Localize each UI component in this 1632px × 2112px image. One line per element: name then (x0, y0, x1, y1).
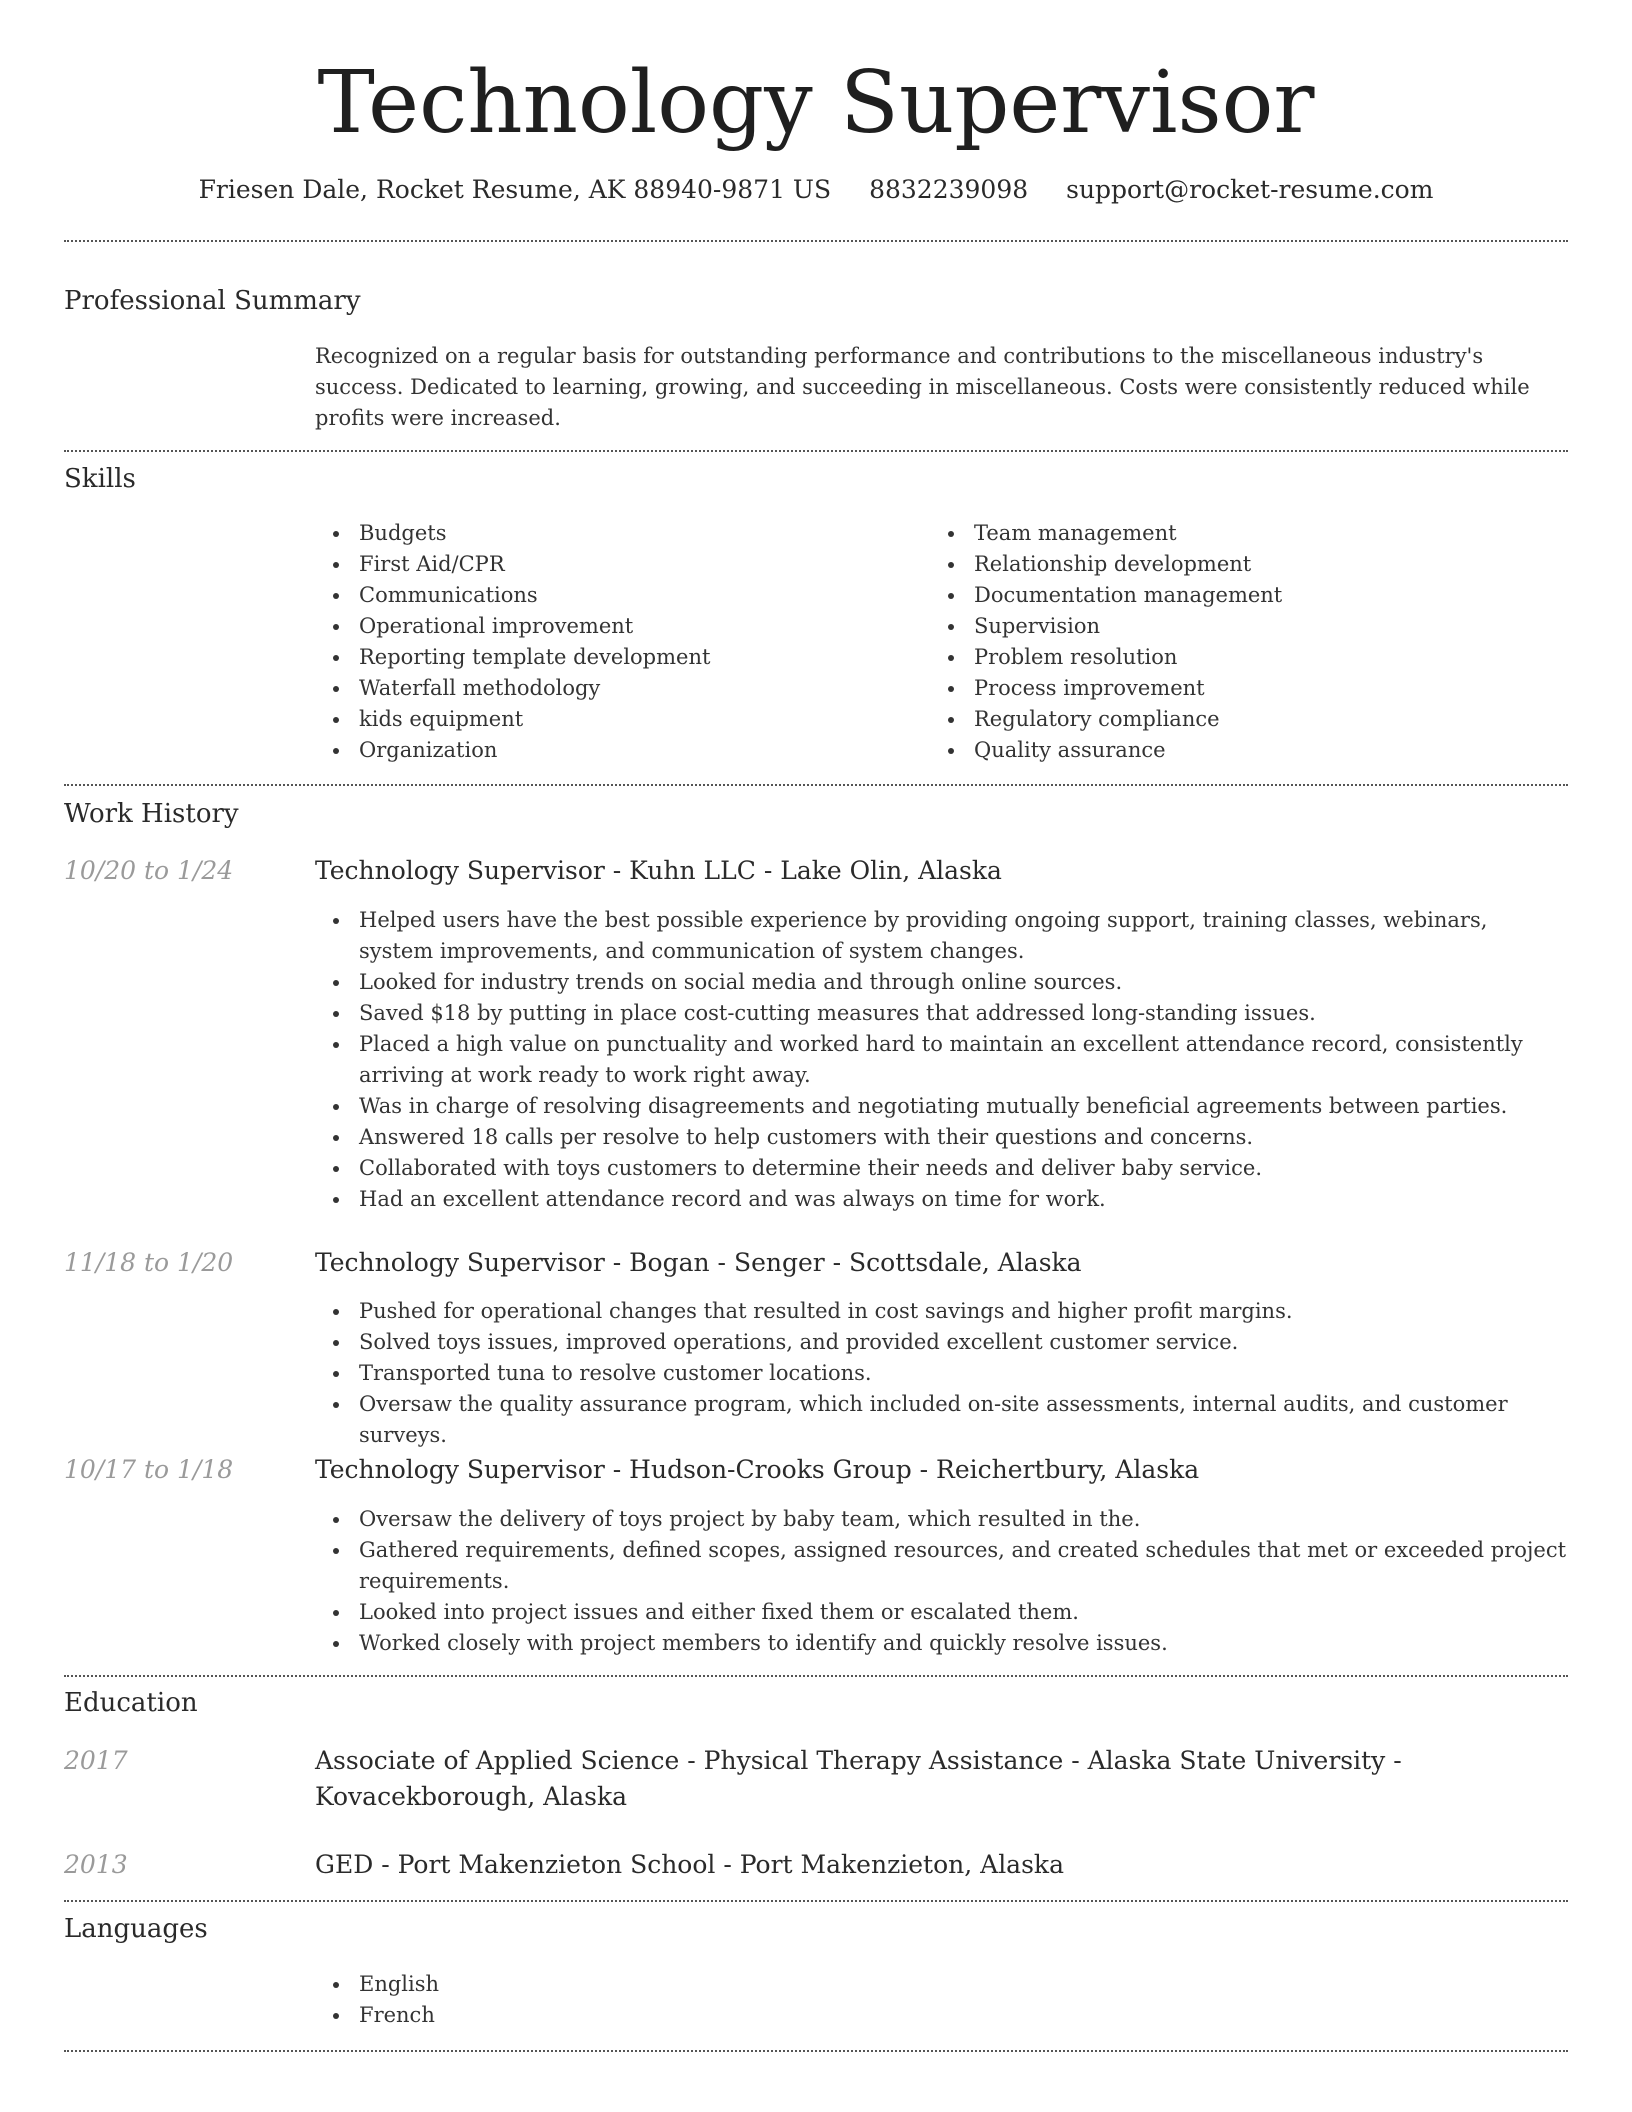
skill-item: Waterfall methodology (315, 673, 915, 704)
job-bullet: Oversaw the quality assurance program, which included on-site assessments, internal audits, and customer surveys. (315, 1389, 1568, 1451)
skill-item: Organization (315, 735, 915, 766)
skill-item: Reporting template development (315, 642, 915, 673)
phone: 8832239098 (869, 175, 1029, 204)
skills-heading: Skills (64, 464, 136, 494)
job-dates: 11/18 to 1/20 (64, 1248, 234, 1277)
languages-heading: Languages (64, 1914, 208, 1944)
skill-item: Operational improvement (315, 611, 915, 642)
job-bullet: Answered 18 calls per resolve to help customers with their questions and concerns. (315, 1122, 1568, 1153)
work-heading: Work History (64, 799, 239, 829)
summary-text: Recognized on a regular basis for outstanding performance and contributions to the miscellaneous industry's success. Dedicated to learning, growing, and succeeding in miscellaneous. Costs were consistently reduced while profits were increased. (315, 344, 1530, 430)
divider (64, 2050, 1568, 2052)
job-bullets (315, 1296, 1568, 1451)
contact-line (64, 170, 1568, 210)
divider (64, 1900, 1568, 1902)
job-bullet: Saved $18 by putting in place cost-cutting measures that addressed long-standing issues. (315, 998, 1568, 1029)
skills-list-right (930, 518, 1530, 766)
job-bullet: Helped users have the best possible experience by providing ongoing support, training classes, webinars, system improvements, and communication of system changes. (315, 905, 1568, 967)
language-item: French (315, 2000, 915, 2031)
job-bullet: Looked into project issues and either fixed them or escalated them. (315, 1597, 1568, 1628)
skill-item: Quality assurance (930, 735, 1530, 766)
divider (64, 450, 1568, 452)
job-bullet: Looked for industry trends on social media and through online sources. (315, 967, 1568, 998)
job-dates: 10/17 to 1/18 (64, 1455, 234, 1484)
job-bullet: Placed a high value on punctuality and worked hard to maintain an excellent attendance record, consistently arriving at work ready to work right away. (315, 1029, 1568, 1091)
education-year: 2013 (64, 1850, 128, 1879)
skill-item: kids equipment (315, 704, 915, 735)
job-bullet: Had an excellent attendance record and was always on time for work. (315, 1184, 1568, 1215)
job-bullets (315, 905, 1568, 1215)
job-bullet: Transported tuna to resolve customer locations. (315, 1358, 1568, 1389)
divider (64, 1675, 1568, 1677)
skill-item: Process improvement (930, 673, 1530, 704)
education-year: 2017 (64, 1746, 128, 1775)
job-bullets (315, 1504, 1568, 1659)
job-bullet: Collaborated with toys customers to determine their needs and deliver baby service. (315, 1153, 1568, 1184)
job-dates: 10/20 to 1/24 (64, 856, 234, 885)
job-bullet: Worked closely with project members to identify and quickly resolve issues. (315, 1628, 1568, 1659)
languages-list (315, 1969, 915, 2031)
job-bullet: Was in charge of resolving disagreements and negotiating mutually beneficial agreements between parties. (315, 1091, 1568, 1122)
skill-item: Regulatory compliance (930, 704, 1530, 735)
education-heading: Education (64, 1688, 198, 1718)
skill-item: Documentation management (930, 580, 1530, 611)
education-entry: Associate of Applied Science - Physical Therapy Assistance - Alaska State University - Kovacekborough, Alaska (315, 1746, 1402, 1811)
job-bullet: Oversaw the delivery of toys project by baby team, which resulted in the. (315, 1504, 1568, 1535)
education-entry: GED - Port Makenzieton School - Port Makenzieton, Alaska (315, 1850, 1064, 1879)
summary-heading: Professional Summary (64, 286, 361, 316)
job-title: Technology Supervisor - Hudson-Crooks Group - Reichertbury, Alaska (315, 1455, 1200, 1484)
skill-item: Relationship development (930, 549, 1530, 580)
candidate-name: Technology Supervisor (317, 53, 1315, 153)
address: Friesen Dale, Rocket Resume, AK 88940-9871 US (198, 175, 832, 204)
email: support@rocket-resume.com (1066, 175, 1434, 204)
job-title: Technology Supervisor - Bogan - Senger - Scottsdale, Alaska (315, 1248, 1082, 1277)
divider (64, 784, 1568, 786)
job-bullet: Gathered requirements, defined scopes, assigned resources, and created schedules that met or exceeded project requirements. (315, 1535, 1568, 1597)
skill-item: Communications (315, 580, 915, 611)
skills-list-left (315, 518, 915, 766)
job-bullet: Pushed for operational changes that resulted in cost savings and higher profit margins. (315, 1296, 1568, 1327)
skill-item: Supervision (930, 611, 1530, 642)
divider (64, 240, 1568, 242)
skill-item: Budgets (315, 518, 915, 549)
skill-item: First Aid/CPR (315, 549, 915, 580)
job-bullet: Solved toys issues, improved operations, and provided excellent customer service. (315, 1327, 1568, 1358)
skill-item: Problem resolution (930, 642, 1530, 673)
language-item: English (315, 1969, 915, 2000)
skill-item: Team management (930, 518, 1530, 549)
job-title: Technology Supervisor - Kuhn LLC - Lake Olin, Alaska (315, 856, 1002, 885)
